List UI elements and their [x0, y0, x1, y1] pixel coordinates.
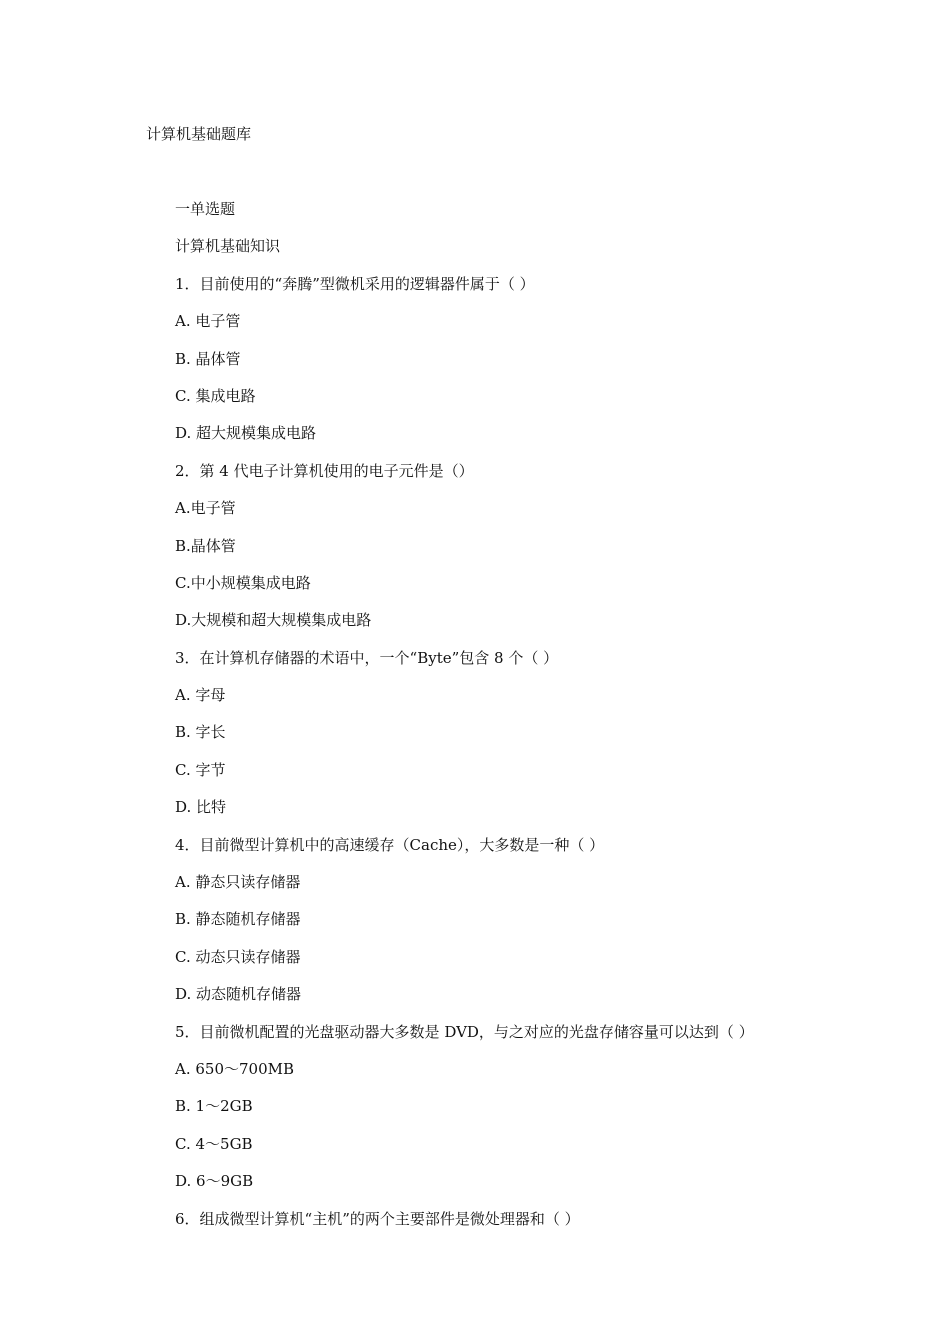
question-6 — [175, 1209, 875, 1246]
option-d: D. 6～9GB — [175, 1172, 254, 1191]
option-b: B. 1～2GB — [175, 1097, 253, 1116]
question-2 — [175, 461, 875, 648]
option-a: A. 650～700MB — [175, 1059, 295, 1078]
question-stem: 5．目前微机配置的光盘驱动器大多数是 DVD，与之对应的光盘存储容量可以达到（ ） — [175, 1022, 754, 1041]
document-body — [175, 199, 875, 1246]
option-b: B. 静态随机存储器 — [175, 910, 301, 929]
question-3 — [175, 648, 875, 835]
question-stem: 2．第 4 代电子计算机使用的电子元件是（） — [175, 461, 474, 480]
option-a: A. 静态只读存储器 — [175, 873, 301, 892]
option-a: A. 电子管 — [175, 312, 241, 331]
option-c: C. 字节 — [175, 760, 226, 779]
document-title: 计算机基础题库 — [146, 125, 252, 143]
question-4 — [175, 835, 875, 1022]
option-d: D. 比特 — [175, 798, 227, 817]
option-c: C.中小规模集成电路 — [175, 573, 311, 592]
option-a: A.电子管 — [175, 499, 236, 518]
option-d: D. 动态随机存储器 — [175, 985, 302, 1004]
option-d: D.大规模和超大规模集成电路 — [175, 611, 372, 630]
option-b: B.晶体管 — [175, 536, 236, 555]
question-stem: 4．目前微型计算机中的高速缓存（Cache），大多数是一种（ ） — [175, 835, 605, 854]
option-d: D. 超大规模集成电路 — [175, 424, 317, 443]
question-stem: 6．组成微型计算机“主机”的两个主要部件是微处理器和（ ） — [175, 1209, 580, 1228]
section-heading: 一单选题 — [175, 200, 236, 218]
question-1 — [175, 274, 875, 461]
question-5 — [175, 1022, 875, 1209]
option-a: A. 字母 — [175, 686, 226, 705]
subsection-heading: 计算机基础知识 — [175, 237, 281, 256]
option-c: C. 4～5GB — [175, 1134, 253, 1153]
question-stem: 3．在计算机存储器的术语中，一个“Byte”包含 8 个（ ） — [175, 648, 559, 667]
option-c: C. 动态只读存储器 — [175, 947, 301, 966]
question-stem: 1．目前使用的“奔腾”型微机采用的逻辑器件属于（ ） — [175, 274, 535, 293]
option-c: C. 集成电路 — [175, 386, 256, 405]
option-b: B. 字长 — [175, 723, 226, 742]
option-b: B. 晶体管 — [175, 349, 241, 368]
